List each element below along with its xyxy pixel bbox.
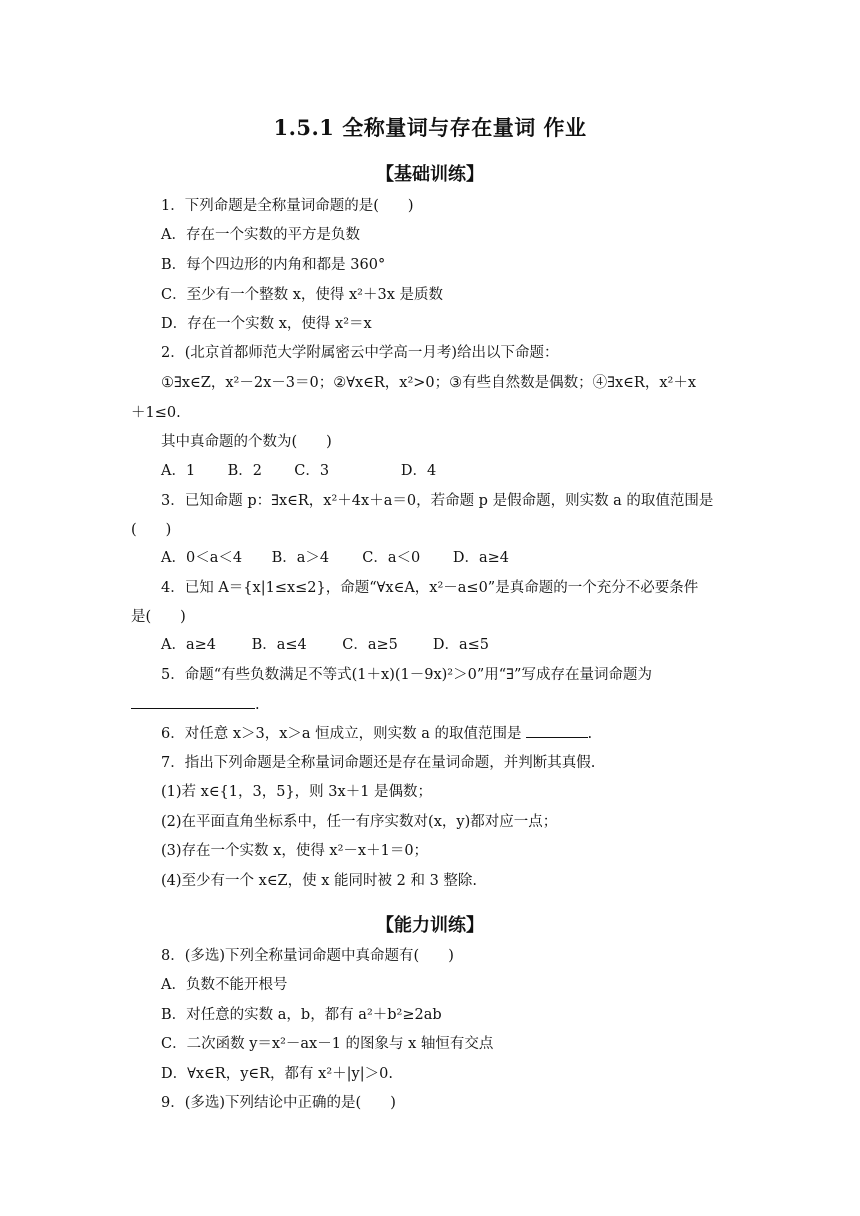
question-1: 1．下列命题是全称量词命题的是( ) xyxy=(161,198,414,214)
question-2-prompt: 其中真命题的个数为( ) xyxy=(161,434,332,450)
page-title: 1.5.1 全称量词与存在量词 作业 xyxy=(273,115,587,140)
option-a: A．0＜a＜4 xyxy=(161,550,243,566)
question-7: 7．指出下列命题是全称量词命题还是存在量词命题，并判断其真假. xyxy=(161,755,596,771)
question-7-part-3: (3)存在一个实数 x，使得 x²－x＋1＝0； xyxy=(161,843,429,859)
option-c: C．a＜0 xyxy=(362,550,421,566)
question-8: 8．(多选)下列全称量词命题中真命题有( ) xyxy=(161,948,454,964)
question-3: 3．已知命题 p：∃x∈R，x²＋4x＋a＝0，若命题 p 是假命题，则实数 a 的取值范围是 xyxy=(161,493,714,509)
question-3-options xyxy=(161,548,509,568)
question-3-cont: ( ) xyxy=(131,522,172,538)
option-d: D．a≥4 xyxy=(452,550,509,566)
answer-blank[interactable] xyxy=(131,694,255,709)
option-b: B．2 xyxy=(227,463,262,479)
question-6 xyxy=(161,723,592,744)
option-c: C．3 xyxy=(294,463,330,479)
question-5-answer-line xyxy=(131,694,260,715)
option-b: B．a≤4 xyxy=(251,637,307,653)
option-c: C．a≥5 xyxy=(342,637,398,653)
question-6-text: 6．对任意 x＞3，x＞a 恒成立，则实数 a 的取值范围是 xyxy=(161,726,522,742)
question-4-options xyxy=(161,635,489,655)
question-2-statements: ①∃x∈Z，x²－2x－3＝0；②∀x∈R，x²>0；③有些自然数是偶数；④∃x∈R，x²＋x xyxy=(161,375,696,391)
question-8-option-b: B．对任意的实数 a，b，都有 a²＋b²≥2ab xyxy=(161,1007,442,1023)
question-5: 5．命题“有些负数满足不等式(1＋x)(1－9x)²＞0”用“∃”写成存在量词命题为 xyxy=(161,667,652,683)
section-ability-training: 【能力训练】 xyxy=(376,915,484,936)
option-d: D．a≤5 xyxy=(432,637,489,653)
option-b: B．a＞4 xyxy=(271,550,330,566)
option-d: D．4 xyxy=(400,463,437,479)
question-4: 4．已知 A＝{x|1≤x≤2}，命题“∀x∈A，x²－a≤0”是真命题的一个充分不必要条件 xyxy=(161,580,699,596)
question-7-part-1: (1)若 x∈{1，3，5}，则 3x＋1 是偶数； xyxy=(161,784,433,800)
question-7-part-2: (2)在平面直角坐标系中，任一有序实数对(x，y)都对应一点； xyxy=(161,814,558,830)
question-9: 9．(多选)下列结论中正确的是( ) xyxy=(161,1095,396,1111)
period: . xyxy=(587,726,593,742)
question-8-option-c: C．二次函数 y＝x²－ax－1 的图象与 x 轴恒有交点 xyxy=(161,1036,494,1052)
answer-blank[interactable] xyxy=(526,723,588,738)
question-4-cont: 是( ) xyxy=(131,609,186,625)
question-7-part-4: (4)至少有一个 x∈Z，使 x 能同时被 2 和 3 整除. xyxy=(161,873,478,889)
question-8-option-d: D．∀x∈R，y∈R，都有 x²＋|y|＞0. xyxy=(161,1066,393,1082)
question-1-option-b: B．每个四边形的内角和都是 360° xyxy=(161,257,386,273)
question-2: 2．(北京首都师范大学附属密云中学高一月考)给出以下命题： xyxy=(161,345,559,361)
period: . xyxy=(255,697,260,713)
question-1-option-a: A．存在一个实数的平方是负数 xyxy=(161,227,360,243)
question-1-option-d: D．存在一个实数 x，使得 x²＝x xyxy=(161,316,372,332)
question-8-option-a: A．负数不能开根号 xyxy=(161,977,288,993)
section-basic-training: 【基础训练】 xyxy=(376,164,484,185)
question-2-statements-cont: ＋1≤0. xyxy=(131,405,181,421)
question-1-option-c: C．至少有一个整数 x，使得 x²＋3x 是质数 xyxy=(161,287,443,303)
question-2-options xyxy=(161,461,436,481)
option-a: A．1 xyxy=(161,463,196,479)
option-a: A．a≥4 xyxy=(161,637,216,653)
